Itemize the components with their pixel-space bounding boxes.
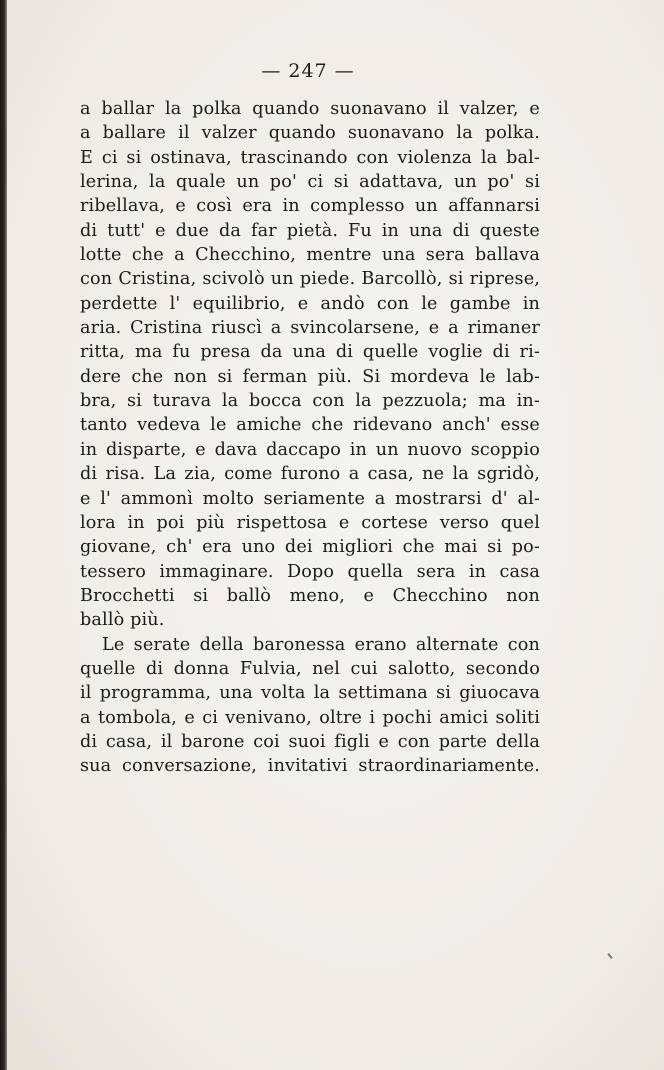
text-line: di tutt' e due da far pietà. Fu in una di queste: [80, 220, 540, 241]
text-line: aria. Cristina riuscì a svincolarsene, e a rimaner: [80, 318, 540, 339]
text-line: con Cristina, scivolò un piede. Barcollò, si riprese,: [80, 269, 540, 290]
text-line: a tombola, e ci venivano, oltre i pochi amici soliti: [80, 707, 540, 728]
text-line: bra, si turava la bocca con la pezzuola; ma in-: [80, 391, 540, 412]
text-line: sua conversazione, invitativi straordinariamente.: [80, 756, 540, 777]
paragraph-end-line: ballò più.: [80, 610, 165, 631]
text-line: lotte che a Checchino, mentre una sera ballava: [80, 245, 540, 266]
text-line: quelle di donna Fulvia, nel cui salotto, secondo: [80, 658, 540, 679]
text-line: ritta, ma fu presa da una di quelle voglie di ri-: [80, 342, 540, 363]
text-line: e l' ammonì molto seriamente a mostrarsi d' al-: [80, 488, 540, 509]
text-line: lerina, la quale un po' ci si adattava, un po' si: [80, 172, 540, 193]
text-line: E ci si ostinava, trascinando con violenza la bal-: [80, 147, 540, 168]
text-line: tanto vedeva le amiche che ridevano anch' esse: [80, 415, 540, 436]
text-line: lora in poi più rispettosa e cortese verso quel: [80, 512, 540, 533]
text-line: di casa, il barone coi suoi figli e con parte della: [80, 731, 540, 752]
text-line: il programma, una volta la settimana si giuocava: [80, 683, 540, 704]
body-text: [80, 97, 540, 779]
text-line: a ballare il valzer quando suonavano la polka.: [80, 123, 540, 144]
text-line: in disparte, e dava daccapo in un nuovo scoppio: [80, 439, 540, 460]
text-line: di risa. La zia, come furono a casa, ne la sgridò,: [80, 464, 540, 485]
page-number: — 247 —: [261, 60, 355, 82]
paragraph-start-line: Le serate della baronessa erano alternate con: [102, 634, 540, 655]
text-line: a ballar la polka quando suonavano il valzer, e: [80, 99, 540, 119]
page-spine-edge: [0, 0, 7, 1070]
text-line: tessero immaginare. Dopo quella sera in casa: [80, 561, 540, 582]
text-line: dere che non si ferman più. Si mordeva le lab-: [80, 366, 540, 387]
text-line: giovane, ch' era uno dei migliori che mai si po-: [80, 537, 540, 558]
text-line: perdette l' equilibrio, e andò con le gambe in: [80, 293, 540, 314]
text-line: ribellava, e così era in complesso un affannarsi: [80, 196, 540, 217]
text-line: Brocchetti si ballò meno, e Checchino non: [80, 585, 540, 606]
ink-speck: [607, 953, 612, 959]
